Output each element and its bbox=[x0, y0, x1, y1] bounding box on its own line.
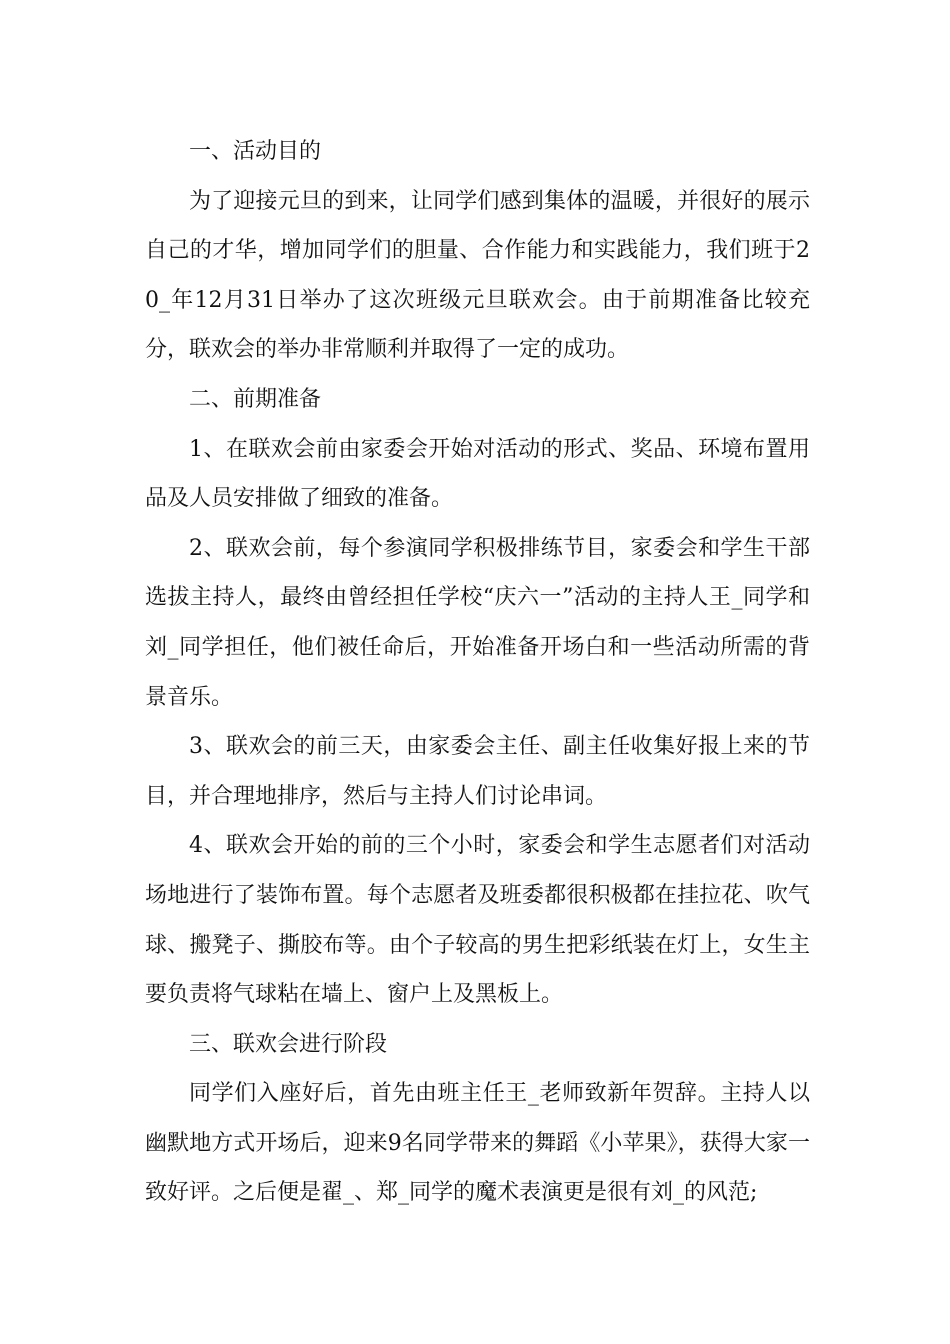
paragraph-party: 同学们入座好后，首先由班主任王_老师致新年贺辞。主持人以幽默地方式开场后，迎来9名同学带来的舞蹈《小苹果》，获得大家一致好评。之后便是翟_、郑_同学的魔术表演更是很有刘_的风范; bbox=[145, 1081, 810, 1206]
section-heading-party: 三、联欢会进行阶段 bbox=[189, 1031, 388, 1057]
section-heading-purpose: 一、活动目的 bbox=[189, 139, 322, 164]
paragraph-prep-2: 2、联欢会前，每个参演同学积极排练节目，家委会和学生干部选拔主持人，最终由曾经担任学校“庆六一”活动的主持人王_同学和刘_同学担任，他们被任命后，开始准备开场白和一些活动所需的背景音乐。 bbox=[145, 535, 810, 710]
section-heading-preparation: 二、前期准备 bbox=[189, 386, 322, 412]
paragraph-prep-4: 4、联欢会开始的前的三个小时，家委会和学生志愿者们对活动场地进行了装饰布置。每个志愿者及班委都很积极都在挂拉花、吹气球、搬凳子、撕胶布等。由个子较高的男生把彩纸装在灯上，女生主要负责将气球粘在墙上、窗户上及黑板上。 bbox=[145, 833, 810, 1008]
paragraph-prep-3: 3、联欢会的前三天，由家委会主任、副主任收集好报上来的节目，并合理地排序，然后与主持人们讨论串词。 bbox=[145, 734, 810, 809]
paragraph-purpose: 为了迎接元旦的到来，让同学们感到集体的温暖，并很好的展示自己的才华，增加同学们的胆量、合作能力和实践能力，我们班于20_年12月31日举办了这次班级元旦联欢会。由于前期准备比较充分，联欢会的举办非常顺利并取得了一定的成功。 bbox=[145, 188, 810, 363]
document-body bbox=[145, 127, 810, 1218]
paragraph-prep-1: 1、在联欢会前由家委会开始对活动的形式、奖品、环境布置用品及人员安排做了细致的准备。 bbox=[145, 436, 810, 512]
